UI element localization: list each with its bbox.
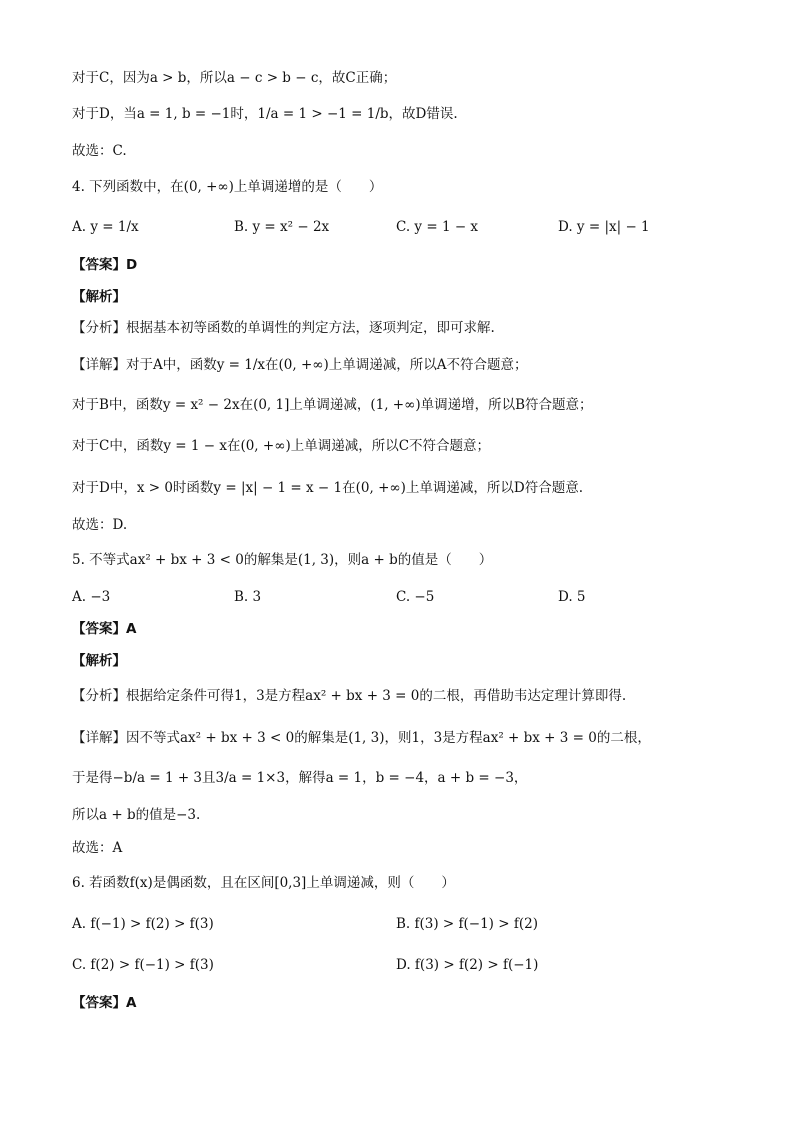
q4-option-b: B. y = x² − 2x [234,219,330,235]
text-line: 故选：C. [72,143,127,159]
text-line: 所以a + b的值是−3. [72,807,201,823]
q6-option-a: A. f(−1) > f(2) > f(3) [72,916,214,932]
text-line: 对于B中，函数y = x² − 2x在(0, 1]上单调递减，(1, +∞)单调递增，所以B符合题意； [72,397,593,413]
text-line: 【分析】根据基本初等函数的单调性的判定方法，逐项判定，即可求解. [72,320,495,336]
text-line: 对于C中，函数y = 1 − x在(0, +∞)上单调递减，所以C不符合题意； [72,438,491,454]
text-line: 于是得−b/a = 1 + 3且3/a = 1×3，解得a = 1，b = −4，a + b = −3， [72,770,528,786]
q4-option-a: A. y = 1/x [72,219,139,235]
question-4-stem: 4. 下列函数中，在(0, +∞)上单调递增的是（ ） [72,179,383,195]
text-line: 对于D，当a = 1, b = −1时，1/a = 1 > −1 = 1/b，故D错误. [72,106,458,122]
text-line: 对于D中，x > 0时函数y = |x| − 1 = x − 1在(0, +∞)上单调递减，所以D符合题意. [72,480,584,496]
text-line: 故选：D. [72,517,128,533]
question-5-stem: 5. 不等式ax² + bx + 3 < 0的解集是(1, 3)，则a + b的值是（ ） [72,552,493,568]
text-line: 对于C，因为a > b，所以a − c > b − c，故C正确； [72,70,397,86]
text-line: 故选：A [72,840,123,856]
analysis-label: 【解析】 [72,289,126,305]
answer-label: 【答案】D [72,257,138,273]
text-line: 【详解】因不等式ax² + bx + 3 < 0的解集是(1, 3)，则1，3是方程ax² + bx + 3 = 0的二根， [72,730,651,746]
q4-option-c: C. y = 1 − x [396,219,479,235]
analysis-label: 【解析】 [72,653,126,669]
q6-option-c: C. f(2) > f(−1) > f(3) [72,957,214,973]
q5-option-c: C. −5 [396,589,435,605]
text-line: 【分析】根据给定条件可得1，3是方程ax² + bx + 3 = 0的二根，再借助韦达定理计算即得. [72,688,627,704]
question-6-stem: 6. 若函数f(x)是偶函数，且在区间[0,3]上单调递减，则（ ） [72,875,455,891]
answer-label: 【答案】A [72,995,137,1011]
text-line: 【详解】对于A中，函数y = 1/x在(0, +∞)上单调递减，所以A不符合题意； [72,357,528,373]
q5-option-b: B. 3 [234,589,262,605]
q4-option-d: D. y = |x| − 1 [558,219,650,235]
q6-option-b: B. f(3) > f(−1) > f(2) [396,916,538,932]
answer-label: 【答案】A [72,621,137,637]
q6-option-d: D. f(3) > f(2) > f(−1) [396,957,539,973]
q5-option-d: D. 5 [558,589,586,605]
q5-option-a: A. −3 [72,589,111,605]
